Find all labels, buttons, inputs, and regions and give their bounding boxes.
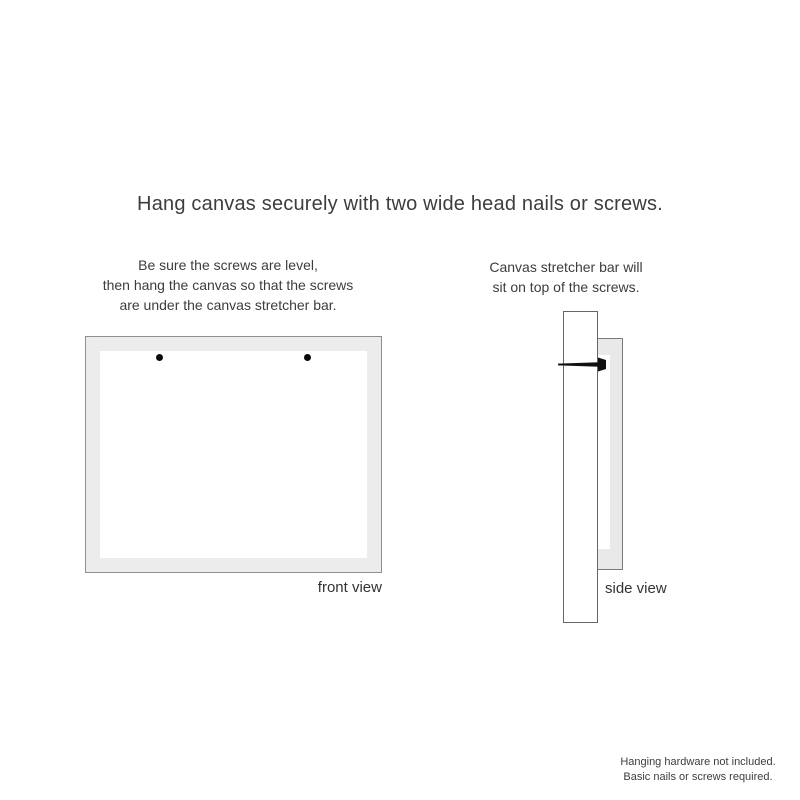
front-instruction-line: Be sure the screws are level, — [138, 257, 318, 273]
front-view-canvas-frame — [85, 336, 382, 573]
front-view-label: front view — [317, 579, 382, 596]
hardware-disclaimer — [598, 755, 798, 784]
nail-side-icon — [552, 352, 610, 376]
disclaimer-line: Basic nails or screws required. — [623, 770, 773, 783]
page-title: Hang canvas securely with two wide head nails or screws. — [137, 193, 663, 215]
screw-head-dot-icon — [156, 354, 163, 361]
side-instruction-line: sit on top of the screws. — [492, 279, 640, 295]
disclaimer-line: Hanging hardware not included. — [620, 756, 776, 768]
front-instruction-line: then hang the canvas so that the screws — [102, 277, 354, 293]
front-view-canvas-face — [100, 351, 367, 558]
front-view-instructions — [58, 255, 398, 315]
side-instruction-line: Canvas stretcher bar will — [489, 259, 643, 275]
side-view-instructions — [462, 257, 670, 297]
screw-head-dot-icon — [304, 354, 311, 361]
side-view-label: side view — [605, 580, 667, 597]
front-instruction-line: are under the canvas stretcher bar. — [119, 297, 337, 313]
side-view-canvas-inner-strip — [598, 355, 610, 549]
